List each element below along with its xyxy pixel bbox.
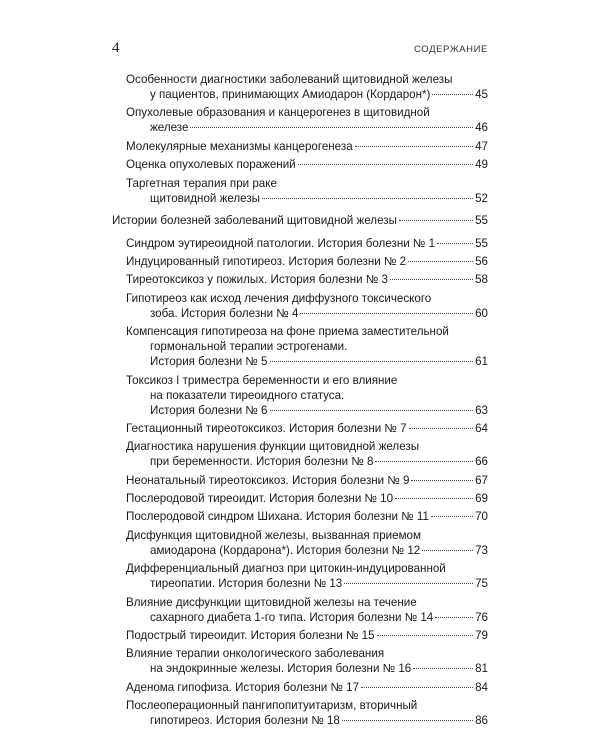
toc-entry-line [126, 439, 488, 454]
page-header [112, 40, 488, 60]
toc-entry-text: Дисфункция щитовидной железы, вызванная приемом [126, 528, 421, 542]
toc-entry-text: Таргетная терапия при раке [126, 176, 277, 190]
toc-page-number: 86 [475, 714, 488, 728]
toc-entry-line [126, 120, 488, 135]
dot-leader [437, 243, 473, 244]
toc-entry-line [126, 713, 488, 728]
dot-leader [361, 687, 473, 688]
toc-page-number: 81 [475, 662, 488, 676]
toc-entry-line [126, 254, 488, 269]
toc-entry-text: Подострый тиреоидит. История болезни № 15 [126, 629, 375, 643]
toc-entry-text: на показатели тиреоидного статуса. [150, 388, 345, 402]
toc-entry-line [126, 388, 488, 403]
toc-entry-text: Аденома гипофиза. История болезни № 17 [126, 680, 360, 694]
dot-leader [431, 516, 473, 517]
dot-leader [432, 94, 473, 95]
toc-page-number: 66 [475, 455, 488, 469]
toc-entry-text: История болезни № 6 [150, 403, 268, 417]
dot-leader [413, 668, 473, 669]
dot-leader [408, 261, 473, 262]
dot-leader [390, 279, 473, 280]
toc-page-number: 47 [475, 139, 488, 153]
toc-page-number: 75 [475, 577, 488, 591]
toc-entry[interactable] [112, 439, 488, 469]
toc-entry-text: Послеоперационный пангипопитуитаризм, вторичный [126, 699, 418, 713]
toc-entry-text: История болезни № 5 [150, 355, 268, 369]
dot-leader [375, 461, 473, 462]
running-title: СОДЕРЖАНИЕ [414, 44, 488, 55]
toc-page-number: 60 [475, 306, 488, 320]
dot-leader [262, 198, 473, 199]
toc-entry-line [126, 561, 488, 576]
toc-entry-text: тиреопатии. История болезни № 13 [150, 577, 343, 591]
dot-leader [409, 428, 474, 429]
toc-entry-text: Индуцированный гипотиреоз. История болезни № 2 [126, 254, 407, 268]
toc-entry-line [126, 628, 488, 643]
toc-entry[interactable] [112, 272, 488, 287]
toc-entry[interactable] [112, 473, 488, 488]
toc-entry[interactable] [112, 421, 488, 436]
toc-entry-line [126, 610, 488, 625]
toc-entry-line [126, 403, 488, 418]
toc-page-number: 63 [475, 403, 488, 417]
toc-entry-text: Диагностика нарушения функции щитовидной железы [126, 440, 420, 454]
table-of-contents [112, 72, 488, 732]
toc-entry-line [126, 87, 488, 102]
toc-entry[interactable] [112, 236, 488, 251]
toc-entry[interactable] [112, 491, 488, 506]
toc-page-number: 45 [475, 88, 488, 101]
toc-entry-text: Опухолевые образования и канцерогенез в щитовидной [126, 106, 430, 120]
toc-entry-line [126, 576, 488, 591]
toc-entry-line [126, 157, 488, 172]
toc-entry[interactable] [112, 72, 488, 102]
toc-page-number: 55 [475, 213, 488, 227]
toc-entry[interactable] [112, 324, 488, 369]
toc-entry-text: гипотиреоз. История болезни № 18 [150, 714, 340, 728]
dot-leader [298, 164, 473, 165]
toc-entry-line [126, 354, 488, 369]
toc-entry-line [126, 509, 488, 524]
toc-entry-line [126, 324, 488, 339]
toc-page-number: 84 [475, 680, 488, 694]
toc-page-number: 61 [475, 355, 488, 369]
toc-page-number: 67 [475, 473, 488, 487]
toc-entry-text: амиодарона (Кордарона*). История болезни № 12 [150, 543, 421, 557]
toc-section-heading[interactable] [112, 213, 488, 228]
toc-entry-line [126, 306, 488, 321]
toc-entry-line [126, 236, 488, 251]
dot-leader [422, 550, 473, 551]
toc-entry-line [126, 139, 488, 154]
toc-entry[interactable] [112, 373, 488, 418]
toc-entry-line [126, 698, 488, 713]
toc-entry[interactable] [112, 561, 488, 591]
toc-entry[interactable] [112, 291, 488, 321]
toc-page-number: 64 [475, 421, 488, 435]
toc-entry-text: Дифференциальный диагноз при цитокин-индуцированной [126, 562, 446, 576]
toc-entry-text: Токсикоз I триместра беременности и его влияние [126, 373, 398, 387]
toc-entry-line [126, 291, 488, 306]
toc-entry[interactable] [112, 139, 488, 154]
toc-page-number: 58 [475, 273, 488, 287]
toc-entry-text: Синдром эутиреоидной патологии. История болезни № 1 [126, 236, 436, 250]
dot-leader [190, 127, 473, 128]
toc-entry-line [126, 661, 488, 676]
dot-leader [344, 583, 473, 584]
dot-leader [342, 720, 473, 721]
toc-entry-text: зоба. История болезни № 4 [150, 306, 299, 320]
toc-entry-line [126, 646, 488, 661]
dot-leader [395, 498, 473, 499]
toc-entry[interactable] [112, 528, 488, 558]
dot-leader [300, 313, 473, 314]
toc-entry-line [126, 191, 488, 206]
toc-entry-text: Тиреотоксикоз у пожилых. История болезни № 3 [126, 273, 388, 287]
toc-entry[interactable] [112, 105, 488, 135]
toc-entry-line [112, 213, 488, 228]
dot-leader [270, 361, 474, 362]
toc-entry-text: Особенности диагностики заболеваний щитовидной железы [126, 73, 453, 86]
toc-page-number: 46 [475, 121, 488, 135]
toc-entry-text: Компенсация гипотиреоза на фоне приема заместительной [126, 325, 449, 339]
toc-entry-text: на эндокринные железы. История болезни № 16 [150, 662, 412, 676]
toc-entry-line [126, 421, 488, 436]
toc-entry[interactable] [112, 509, 488, 524]
dot-leader [270, 410, 474, 411]
toc-entry-text: щитовидной железы [150, 191, 261, 205]
toc-page-number: 69 [475, 492, 488, 506]
toc-entry[interactable] [112, 680, 488, 695]
toc-entry-line [126, 339, 488, 354]
dot-leader [399, 220, 473, 221]
toc-entry-line [126, 454, 488, 469]
toc-entry-line [126, 473, 488, 488]
toc-entry-text: Истории болезней заболеваний щитовидной железы [112, 213, 397, 227]
toc-entry-text: Гестационный тиреотоксикоз. История болезни № 7 [126, 421, 407, 435]
toc-entry-text: железе [150, 121, 189, 135]
toc-entry-text: у пациентов, принимающих Амиодарон (Кордарон*) [150, 88, 431, 101]
toc-entry-line [126, 595, 488, 610]
toc-entry-line [126, 272, 488, 287]
toc-entry-text: Послеродовой тиреоидит. История болезни № 10 [126, 492, 394, 506]
toc-entry-text: Гипотиреоз как исход лечения диффузного токсического [126, 291, 432, 305]
toc-entry-text: гормональной терапии эстрогенами. [150, 340, 348, 354]
page-number: 4 [112, 40, 120, 56]
toc-entry[interactable] [112, 254, 488, 269]
toc-entry[interactable] [112, 698, 488, 728]
toc-entry-text: Молекулярные механизмы канцерогенеза [126, 139, 353, 153]
toc-entry[interactable] [112, 646, 488, 676]
toc-entry-line [126, 680, 488, 695]
toc-page-number: 49 [475, 158, 488, 172]
toc-entry[interactable] [112, 595, 488, 625]
toc-entry[interactable] [112, 157, 488, 172]
dot-leader [355, 146, 473, 147]
toc-page-number: 76 [475, 610, 488, 624]
toc-page-number: 70 [475, 510, 488, 524]
toc-page-number: 79 [475, 629, 488, 643]
toc-entry[interactable] [112, 628, 488, 643]
toc-entry-text: сахарного диабета 1-го типа. История болезни № 14 [150, 610, 434, 624]
toc-entry-text: Послеродовой синдром Шихана. История болезни № 11 [126, 510, 429, 524]
toc-entry-line [126, 105, 488, 120]
toc-entry-line [126, 72, 488, 87]
toc-entry-line [126, 491, 488, 506]
toc-entry-text: Влияние дисфункции щитовидной железы на течение [126, 595, 417, 609]
dot-leader [411, 480, 473, 481]
toc-page-number: 55 [475, 236, 488, 250]
toc-entry-text: Неонатальный тиреотоксикоз. История болезни № 9 [126, 473, 410, 487]
toc-page-number: 56 [475, 254, 488, 268]
toc-page-number: 73 [475, 543, 488, 557]
toc-entry-line [126, 373, 488, 388]
dot-leader [435, 617, 473, 618]
dot-leader [377, 635, 474, 636]
toc-entry-text: при беременности. История болезни № 8 [150, 455, 374, 469]
toc-entry-line [126, 176, 488, 191]
toc-entry-line [126, 543, 488, 558]
toc-entry-text: Оценка опухолевых поражений [126, 158, 296, 172]
toc-entry-text: Влияние терапии онкологического заболевания [126, 647, 385, 661]
toc-entry[interactable] [112, 176, 488, 206]
toc-page-number: 52 [475, 191, 488, 205]
toc-entry-line [126, 528, 488, 543]
